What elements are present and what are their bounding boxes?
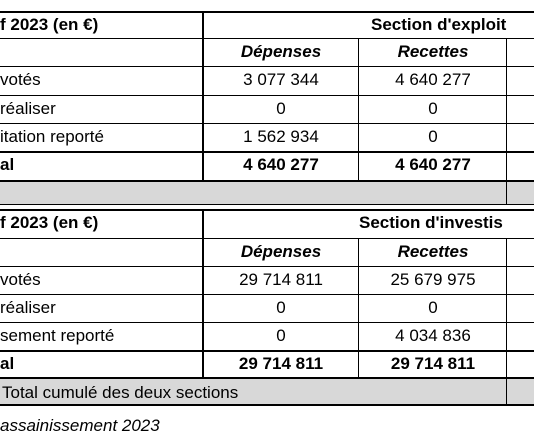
grid-line	[0, 95, 534, 96]
section2-row-label: sement reporté	[0, 326, 115, 345]
section2-total-recettes: 29 714 811	[390, 354, 476, 373]
grid-line	[0, 38, 534, 39]
section2-row-recettes: 0	[428, 298, 438, 317]
grid-line	[0, 350, 534, 352]
grid-line	[0, 180, 534, 182]
section2-col-receipts: Recettes	[397, 242, 469, 261]
section1-row-recettes: 0	[428, 127, 438, 146]
section2-row-recettes: 25 679 975	[390, 270, 476, 289]
section2-row-depenses: 0	[276, 326, 286, 345]
grid-line	[0, 238, 534, 239]
section1-col-receipts: Recettes	[397, 42, 469, 61]
grid-line	[358, 38, 359, 182]
section1-total-recettes: 4 640 277	[395, 155, 471, 174]
section2-total-depenses: 29 714 811	[238, 354, 324, 373]
section1-row-label: itation reporté	[0, 127, 104, 146]
section1-total-depenses: 4 640 277	[243, 155, 319, 174]
section1-row-recettes: 0	[428, 99, 438, 118]
grid-line	[0, 66, 534, 67]
section2-title: f 2023 (en €)	[0, 213, 99, 232]
section2-total-label: al	[0, 354, 15, 373]
grid-line	[0, 377, 534, 379]
section2-col-expenses: Dépenses	[240, 242, 322, 261]
section1-row-label: votés	[0, 70, 41, 89]
grid-line	[358, 238, 359, 379]
grid-line	[202, 11, 204, 182]
section2-row-depenses: 29 714 811	[239, 270, 323, 289]
section2-row-label: votés	[0, 270, 41, 289]
grid-line	[0, 322, 534, 323]
grid-line	[0, 11, 534, 13]
section1-title: f 2023 (en €)	[0, 15, 99, 34]
section1-row-depenses: 0	[276, 99, 286, 118]
grid-line	[0, 294, 534, 295]
section2-section-label: Section d'investis	[359, 213, 503, 232]
section2-row-depenses: 0	[276, 298, 286, 317]
table-caption: assainissement 2023	[0, 416, 160, 435]
grid-line	[202, 209, 204, 379]
grid-line	[506, 238, 507, 406]
grid-line	[0, 123, 534, 124]
section1-row-label: réaliser	[0, 99, 56, 118]
grid-line	[0, 404, 534, 406]
grid-line	[0, 204, 534, 205]
cumulative-label: Total cumulé des deux sections	[2, 383, 239, 402]
section1-col-expenses: Dépenses	[240, 42, 322, 61]
section1-section-label: Section d'exploit	[371, 15, 507, 34]
section1-row-depenses: 1 562 934	[243, 127, 319, 146]
separator-band	[0, 182, 534, 204]
grid-line	[0, 266, 534, 267]
section2-row-label: réaliser	[0, 298, 56, 317]
section1-row-depenses: 3 077 344	[243, 70, 319, 89]
grid-line	[506, 38, 507, 205]
section1-total-label: al	[0, 155, 15, 174]
section2-row-recettes: 4 034 836	[395, 326, 471, 345]
grid-line	[0, 209, 534, 211]
grid-line	[0, 151, 534, 153]
section1-row-recettes: 4 640 277	[395, 70, 471, 89]
